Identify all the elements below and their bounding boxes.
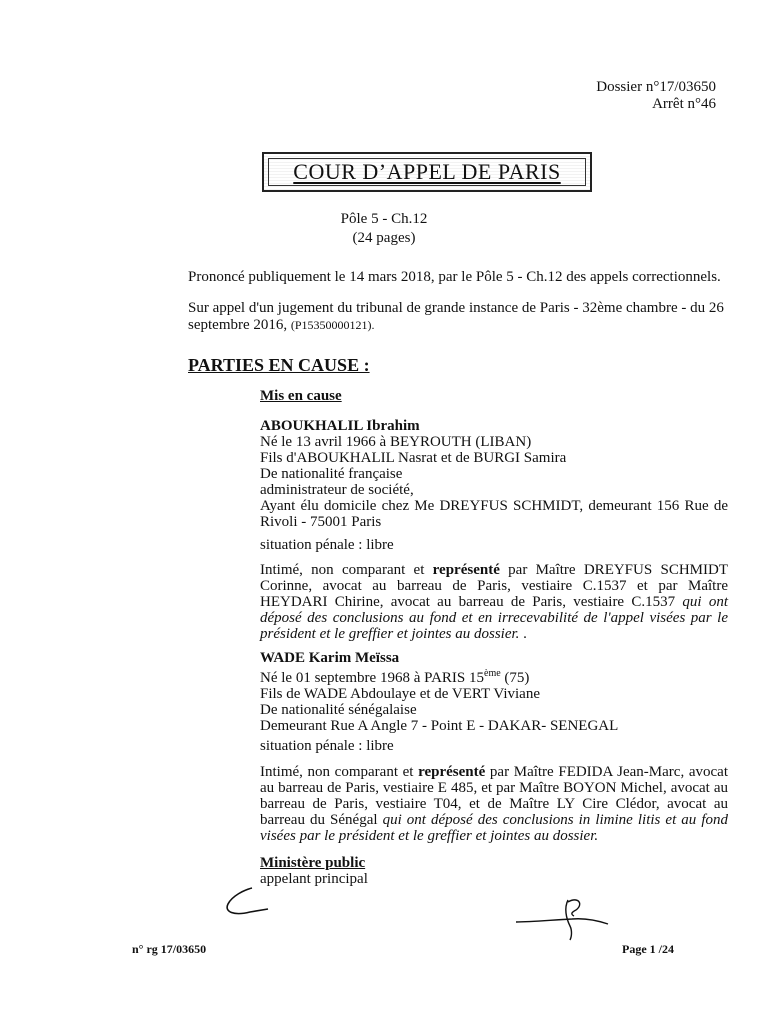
party2-representation	[260, 764, 728, 844]
party2-rep-bold: représenté	[418, 764, 486, 780]
initial-signature-right	[512, 892, 612, 942]
party2-rep-post: par Maître FEDIDA Jean-Marc, avocat au barreau de Paris, vestiaire E 485, et par Maître BOYON Michel, avocat au barreau de Paris, vestiaire T04, et de Maître LY Cire Clédor, avocat au barreau du Sénégal	[260, 764, 728, 828]
footer-page-number: Page 1 /24	[622, 942, 674, 956]
party2-birth-sup: ème	[484, 668, 501, 679]
appeal-paragraph	[188, 300, 728, 334]
ministere-role: appelant principal	[260, 871, 368, 887]
parties-heading: PARTIES EN CAUSE :	[188, 355, 370, 375]
party1-rep-post: par Maître DREYFUS SCHMIDT Corinne, avocat au barreau de Paris, vestiaire C.1537 et par Maître HEYDARI Chirine, avocat au barreau de Paris, vestiaire C.1537	[260, 562, 728, 610]
party1-rep-pre: Intimé, non comparant et	[260, 562, 433, 578]
court-title-box	[262, 152, 592, 192]
party1-identity	[260, 418, 728, 530]
arret-number: Arrêt n°46	[652, 96, 716, 112]
dossier-reference	[596, 79, 716, 113]
party1-line: administrateur de société,	[260, 482, 414, 498]
prononce-paragraph: Prononcé publiquement le 14 mars 2018, par le Pôle 5 - Ch.12 des appels correctionnels.	[188, 269, 721, 285]
party1-line: Né le 13 avril 1966 à BEYROUTH (LIBAN)	[260, 434, 532, 450]
ministere-public	[260, 855, 728, 887]
mis-en-cause-label: Mis en cause	[260, 388, 342, 404]
party2-birth-post: (75)	[500, 670, 530, 686]
appeal-reference: (P15350000121).	[290, 318, 375, 332]
party2-name: WADE Karim Meïssa	[260, 650, 400, 666]
ministere-heading: Ministère public	[260, 855, 366, 871]
party1-situation: situation pénale : libre	[260, 537, 394, 553]
party2-line: De nationalité sénégalaise	[260, 702, 417, 718]
party1-line: De nationalité française	[260, 466, 403, 482]
party2-rep-italic: qui ont déposé des conclusions in limine litis et au fond visées par le président et le greffier et jointes au dossier.	[260, 812, 729, 844]
appeal-text: Sur appel d'un jugement du tribunal de grande instance de Paris - 32ème chambre - du 26 septembre 2016,	[188, 300, 724, 333]
party2-birth	[260, 666, 728, 686]
party2-birth-pre: Né le 01 septembre 1968 à PARIS 15	[260, 670, 485, 686]
party1-rep-bold: représenté	[432, 562, 500, 578]
pole-info	[0, 210, 768, 248]
pole-chamber: Pôle 5 - Ch.12	[340, 211, 428, 227]
party1-rep-end: .	[519, 626, 527, 642]
party1-domicile: Ayant élu domicile chez Me DREYFUS SCHMIDT, demeurant 156 Rue de Rivoli - 75001 Paris	[260, 498, 728, 530]
party1-line: Fils d'ABOUKHALIL Nasrat et de BURGI Samira	[260, 450, 567, 466]
court-title: COUR D’APPEL DE PARIS	[268, 158, 586, 186]
party1-name: ABOUKHALIL Ibrahim	[260, 418, 420, 434]
party1-representation	[260, 562, 728, 642]
party2-situation: situation pénale : libre	[260, 738, 394, 754]
mis-en-cause-heading	[260, 388, 728, 404]
footer-rg-number: n° rg 17/03650	[132, 942, 207, 956]
party2-identity	[260, 650, 728, 734]
party1-rep-italic: qui ont déposé des conclusions au fond et en irrecevabilité de l'appel visées par le président et le greffier et jointes au dossier.	[260, 594, 728, 642]
initial-signature-left	[222, 884, 272, 924]
party2-line: Fils de WADE Abdoulaye et de VERT Viviane	[260, 686, 540, 702]
page-count: (24 pages)	[352, 230, 416, 246]
party2-line: Demeurant Rue A Angle 7 - Point E - DAKAR- SENEGAL	[260, 718, 619, 734]
dossier-number: Dossier n°17/03650	[596, 79, 716, 95]
party2-rep-pre: Intimé, non comparant et	[260, 764, 419, 780]
